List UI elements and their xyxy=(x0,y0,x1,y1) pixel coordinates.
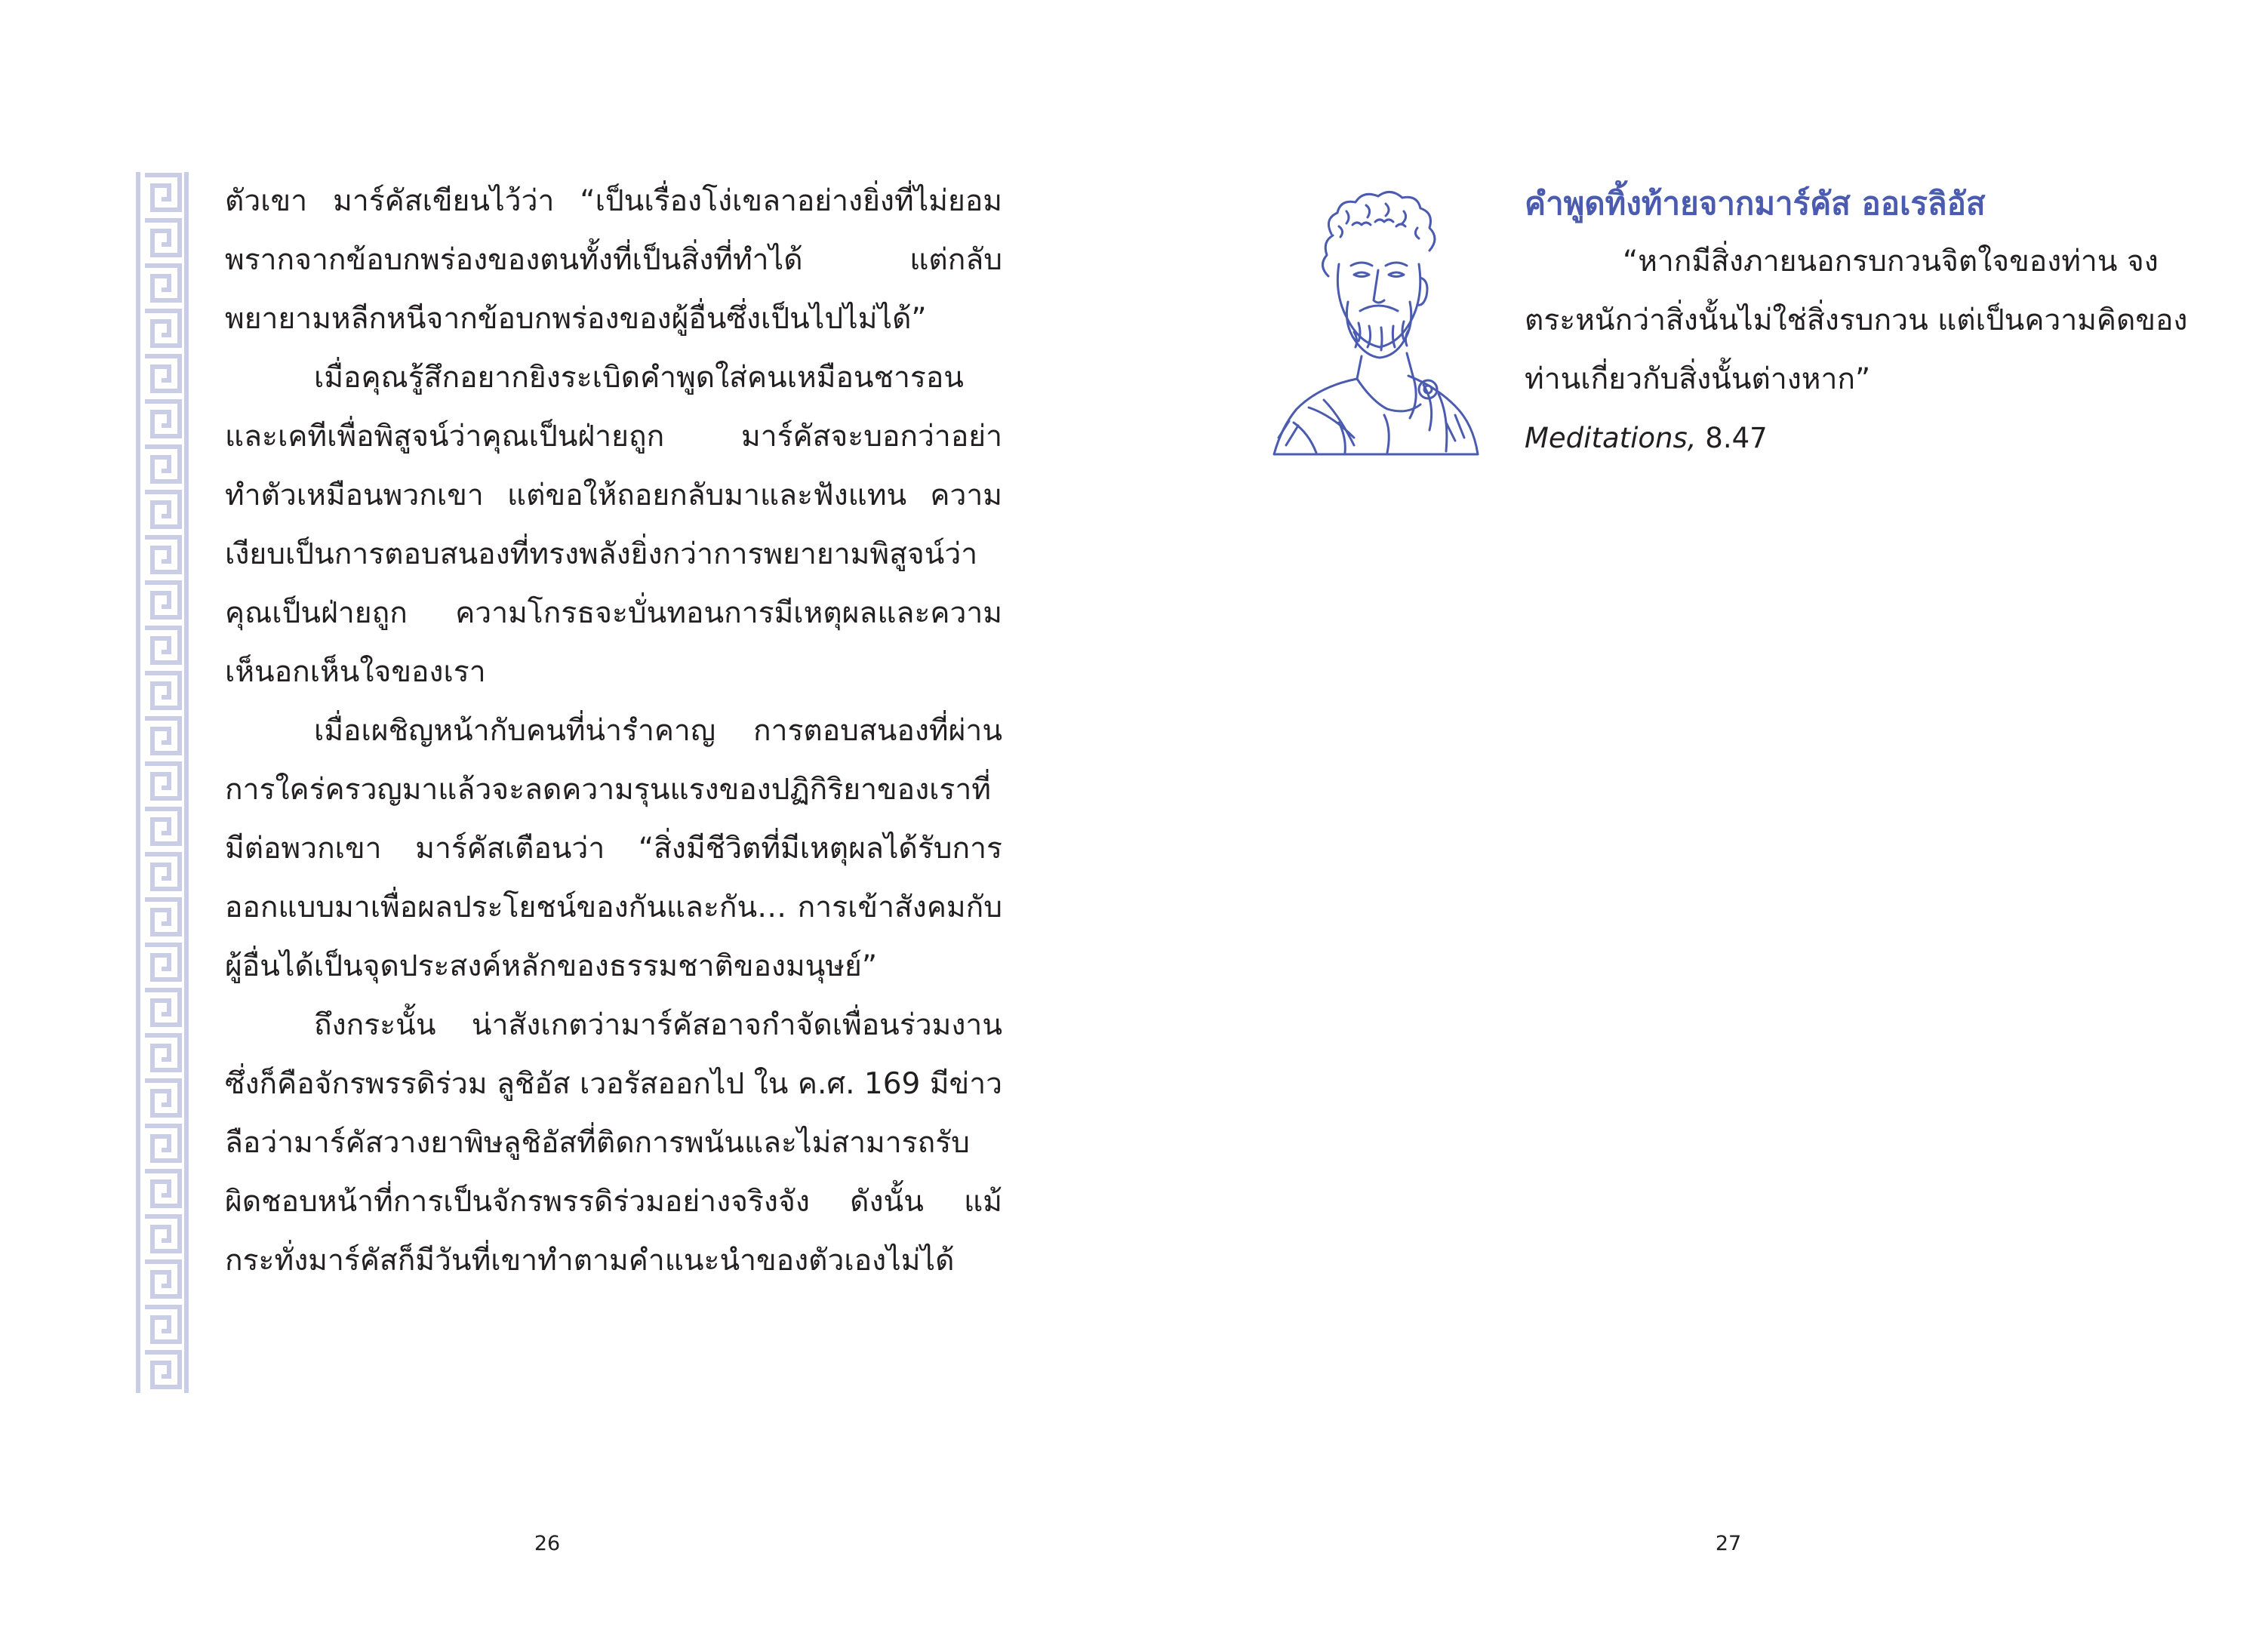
paragraph-2: เมื่อคุณรู้สึกอยากยิงระเบิดคำพูดใส่คนเหมือนชารอนและเคทีเพื่อพิสูจน์ว่าคุณเป็นฝ่ายถูก มาร์คัสจะบอกว่าอย่าทำตัวเหมือนพวกเขา แต่ขอให้ถอยกลับมาและฟังแทน ความเงียบเป็นการตอบสนองที่ทรงพลังยิ่งกว่าการพยายามพิสูจน์ว่าคุณเป็นฝ่ายถูก ความโกรธจะบั่นทอนการมีเหตุผลและความเห็นอกเห็นใจของเรา xyxy=(225,361,1002,689)
quote-title: คำพูดทิ้งท้ายจากมาร์คัส ออเรลิอัส xyxy=(1525,185,1986,222)
quote-text: “หากมีสิ่งภายนอกรบกวนจิตใจของท่าน จงตระหนักว่าสิ่งนั้นไม่ใช่สิ่งรบกวน แต่เป็นความคิดของท่านเกี่ยวกับสิ่งนั้นต่างหาก” xyxy=(1525,244,2188,396)
right-page xyxy=(1134,0,2268,1636)
paragraph-4: ถึงกระนั้น น่าสังเกตว่ามาร์คัสอาจกำจัดเพื่อนร่วมงานซึ่งก็คือจักรพรรดิร่วม ลูชิอัส เวอรัสออกไป ใน ค.ศ. 169 มีข่าวลือว่ามาร์คัสวางยาพิษลูชิอัสที่ติดการพนันและไม่สามารถรับผิดชอบหน้าที่การเป็นจักรพรรดิร่วมอย่างจริงจัง ดังนั้น แม้กระทั่งมาร์คัสก็มีวันที่เขาทำตามคำแนะนำของตัวเองไม่ได้ xyxy=(225,1008,1002,1278)
quote-source xyxy=(1525,409,2189,468)
paragraph-1: ตัวเขา มาร์คัสเขียนไว้ว่า “เป็นเรื่องโง่เขลาอย่างยิ่งที่ไม่ยอมพรากจากข้อบกพร่องของตนทั้งที่เป็นสิ่งที่ทำได้ แต่กลับพยายามหลีกหนีจากข้อบกพร่องของผู้อื่นซึ่งเป็นไปไม่ได้” xyxy=(225,184,1002,336)
greek-key-border xyxy=(136,172,189,1393)
quote-source-work: Meditations, xyxy=(1525,422,1697,454)
paragraph-3: เมื่อเผชิญหน้ากับคนที่น่ารำคาญ การตอบสนองที่ผ่านการใคร่ครวญมาแล้วจะลดความรุนแรงของปฏิกิริยาของเราที่มีต่อพวกเขา มาร์คัสเตือนว่า “สิ่งมีชีวิตที่มีเหตุผลได้รับการออกแบบมาเพื่อผลประโยชน์ของกันและกัน… การเข้าสังคมกับผู้อื่นได้เป็นจุดประสงค์หลักของธรรมชาติของมนุษย์” xyxy=(225,714,1002,983)
page-number-right: 27 xyxy=(1715,1532,1742,1555)
body-text xyxy=(225,172,1002,1290)
page-number-left: 26 xyxy=(534,1532,561,1555)
marcus-aurelius-portrait-icon xyxy=(1248,181,1505,468)
quote-source-ref: 8.47 xyxy=(1696,422,1768,454)
closing-quote xyxy=(1525,175,2189,468)
